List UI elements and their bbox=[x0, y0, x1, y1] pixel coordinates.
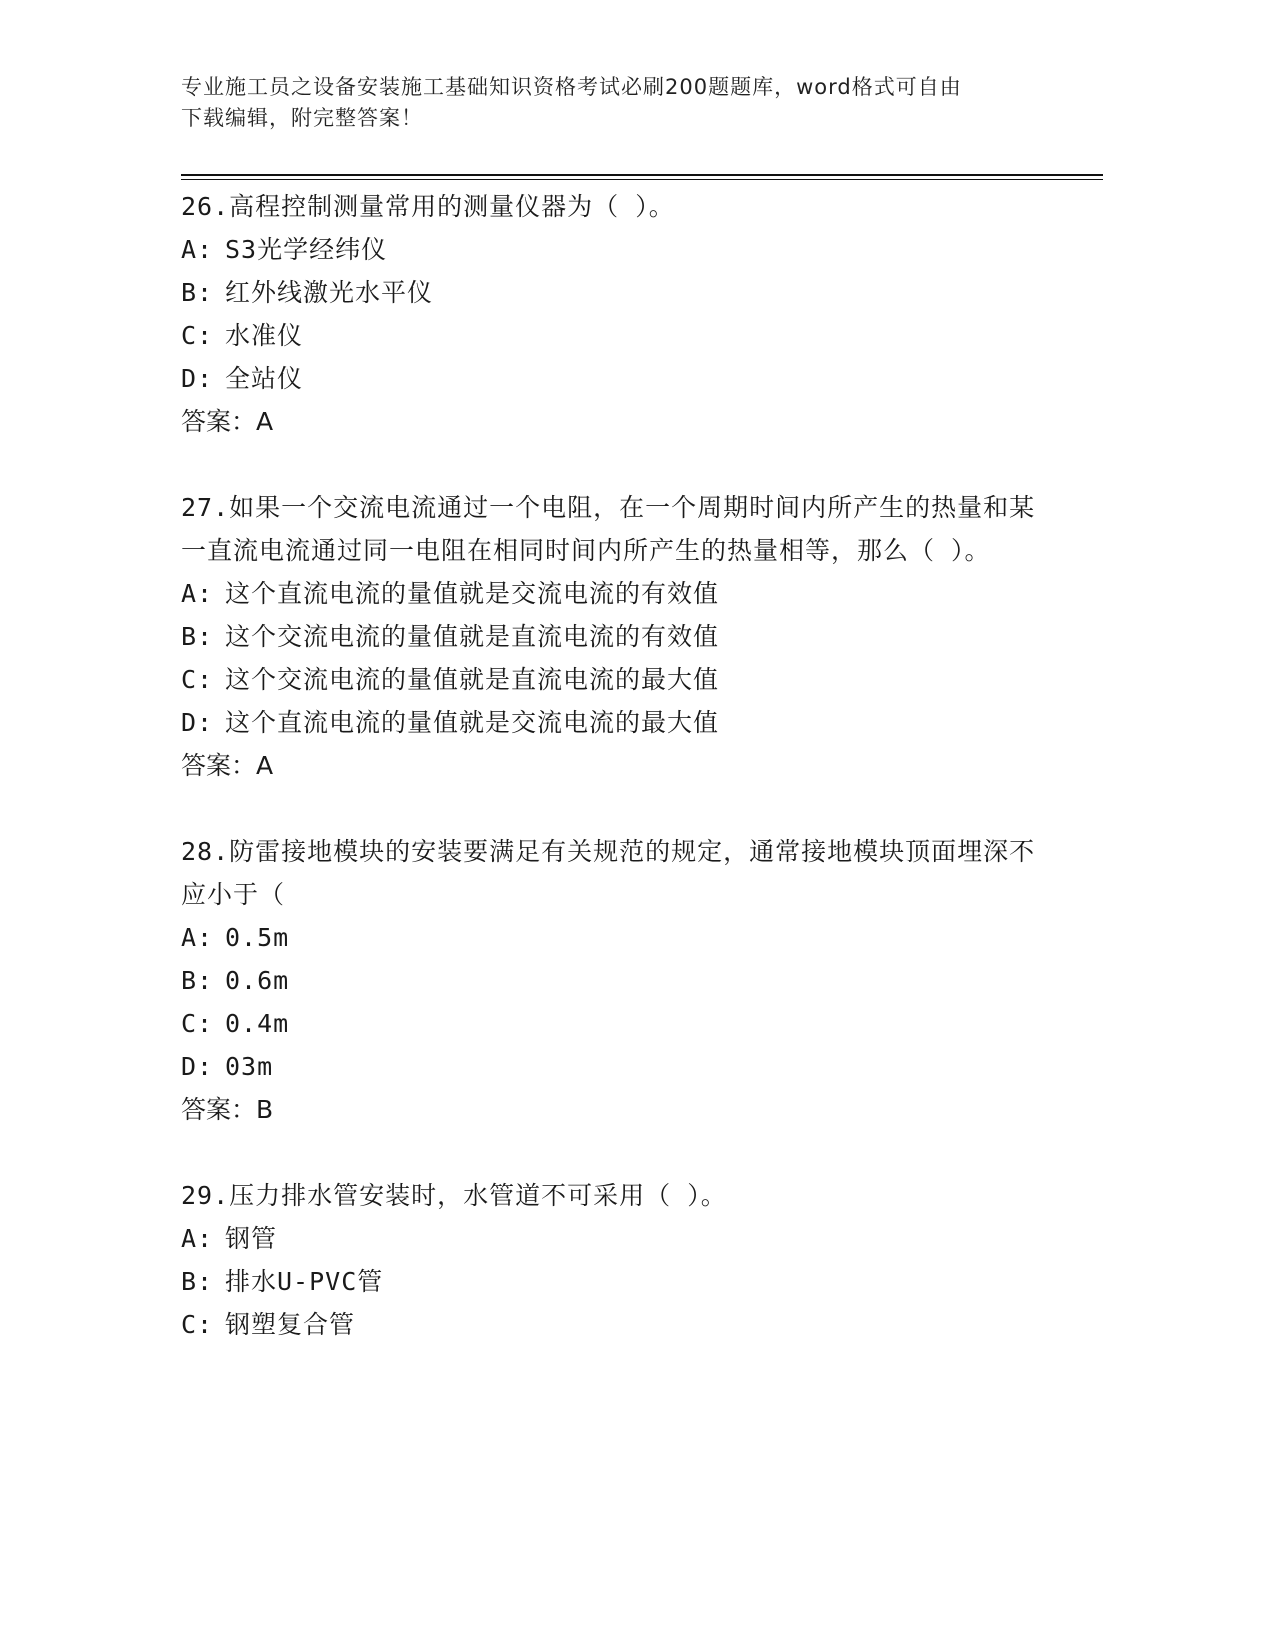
option-a bbox=[181, 228, 1061, 271]
answer-label: 答案： bbox=[181, 751, 257, 780]
header-divider-thick bbox=[181, 174, 1103, 176]
option-text: 钢塑复合管 bbox=[225, 1310, 356, 1339]
option-a bbox=[181, 916, 1061, 959]
option-key: B: bbox=[181, 966, 214, 995]
option-b bbox=[181, 271, 1061, 314]
option-d bbox=[181, 701, 1061, 744]
question-26 bbox=[181, 185, 1061, 443]
option-text: 水准仪 bbox=[225, 321, 304, 350]
option-d bbox=[181, 357, 1061, 400]
option-key: A: bbox=[181, 235, 214, 264]
option-key: D: bbox=[181, 708, 214, 737]
option-text: 全站仪 bbox=[225, 364, 304, 393]
option-key: A: bbox=[181, 1224, 214, 1253]
option-text: 这个直流电流的量值就是交流电流的最大值 bbox=[225, 708, 720, 737]
option-text: 03m bbox=[225, 1052, 274, 1081]
option-text: 0.4m bbox=[225, 1009, 290, 1038]
question-28 bbox=[181, 830, 1061, 1131]
option-text: S3光学经纬仪 bbox=[225, 235, 388, 264]
answer-value: A bbox=[256, 407, 274, 436]
option-b bbox=[181, 615, 1061, 658]
option-key: B: bbox=[181, 1267, 214, 1296]
answer-value: A bbox=[256, 751, 274, 780]
option-a bbox=[181, 1217, 1061, 1260]
option-text: 0.6m bbox=[225, 966, 290, 995]
answer-label: 答案： bbox=[181, 1095, 257, 1124]
option-c bbox=[181, 1002, 1061, 1045]
header-divider-thin bbox=[181, 179, 1103, 180]
header-line-2: 下载编辑，附完整答案！ bbox=[181, 106, 423, 130]
question-stem: 26.高程控制测量常用的测量仪器为（ ）。 bbox=[181, 192, 675, 221]
document-header bbox=[181, 72, 1061, 134]
header-line-1: 专业施工员之设备安装施工基础知识资格考试必刷200题题库，word格式可自由 bbox=[181, 75, 962, 99]
answer-line bbox=[181, 744, 1061, 787]
option-b bbox=[181, 1260, 1061, 1303]
option-c bbox=[181, 658, 1061, 701]
option-key: C: bbox=[181, 321, 214, 350]
option-key: D: bbox=[181, 364, 214, 393]
question-list bbox=[181, 185, 1061, 1346]
answer-value: B bbox=[256, 1095, 274, 1124]
option-text: 这个直流电流的量值就是交流电流的有效值 bbox=[225, 579, 720, 608]
spacer bbox=[181, 443, 1061, 486]
option-text: 0.5m bbox=[225, 923, 290, 952]
option-key: C: bbox=[181, 665, 214, 694]
option-key: B: bbox=[181, 278, 214, 307]
option-text: 红外线激光水平仪 bbox=[225, 278, 434, 307]
option-c bbox=[181, 1303, 1061, 1346]
question-stem: 28.防雷接地模块的安装要满足有关规范的规定，通常接地模块顶面埋深不应小于（ bbox=[181, 837, 1036, 909]
option-text: 这个交流电流的量值就是直流电流的最大值 bbox=[225, 665, 720, 694]
option-key: D: bbox=[181, 1052, 214, 1081]
option-text: 这个交流电流的量值就是直流电流的有效值 bbox=[225, 622, 720, 651]
spacer bbox=[181, 1131, 1061, 1174]
option-b bbox=[181, 959, 1061, 1002]
option-key: B: bbox=[181, 622, 214, 651]
option-key: C: bbox=[181, 1009, 214, 1038]
option-key: A: bbox=[181, 579, 214, 608]
answer-label: 答案： bbox=[181, 407, 257, 436]
option-key: A: bbox=[181, 923, 214, 952]
option-d bbox=[181, 1045, 1061, 1088]
question-27 bbox=[181, 486, 1061, 787]
option-c bbox=[181, 314, 1061, 357]
question-stem: 29.压力排水管安装时，水管道不可采用（ ）。 bbox=[181, 1181, 727, 1210]
option-key: C: bbox=[181, 1310, 214, 1339]
option-text: 排水U-PVC管 bbox=[225, 1267, 384, 1296]
answer-line bbox=[181, 400, 1061, 443]
option-a bbox=[181, 572, 1061, 615]
question-stem: 27.如果一个交流电流通过一个电阻，在一个周期时间内所产生的热量和某一直流电流通过同一电阻在相同时间内所产生的热量相等，那么（ ）。 bbox=[181, 493, 1036, 565]
option-text: 钢管 bbox=[225, 1224, 278, 1253]
answer-line bbox=[181, 1088, 1061, 1131]
spacer bbox=[181, 787, 1061, 830]
question-29 bbox=[181, 1174, 1061, 1346]
